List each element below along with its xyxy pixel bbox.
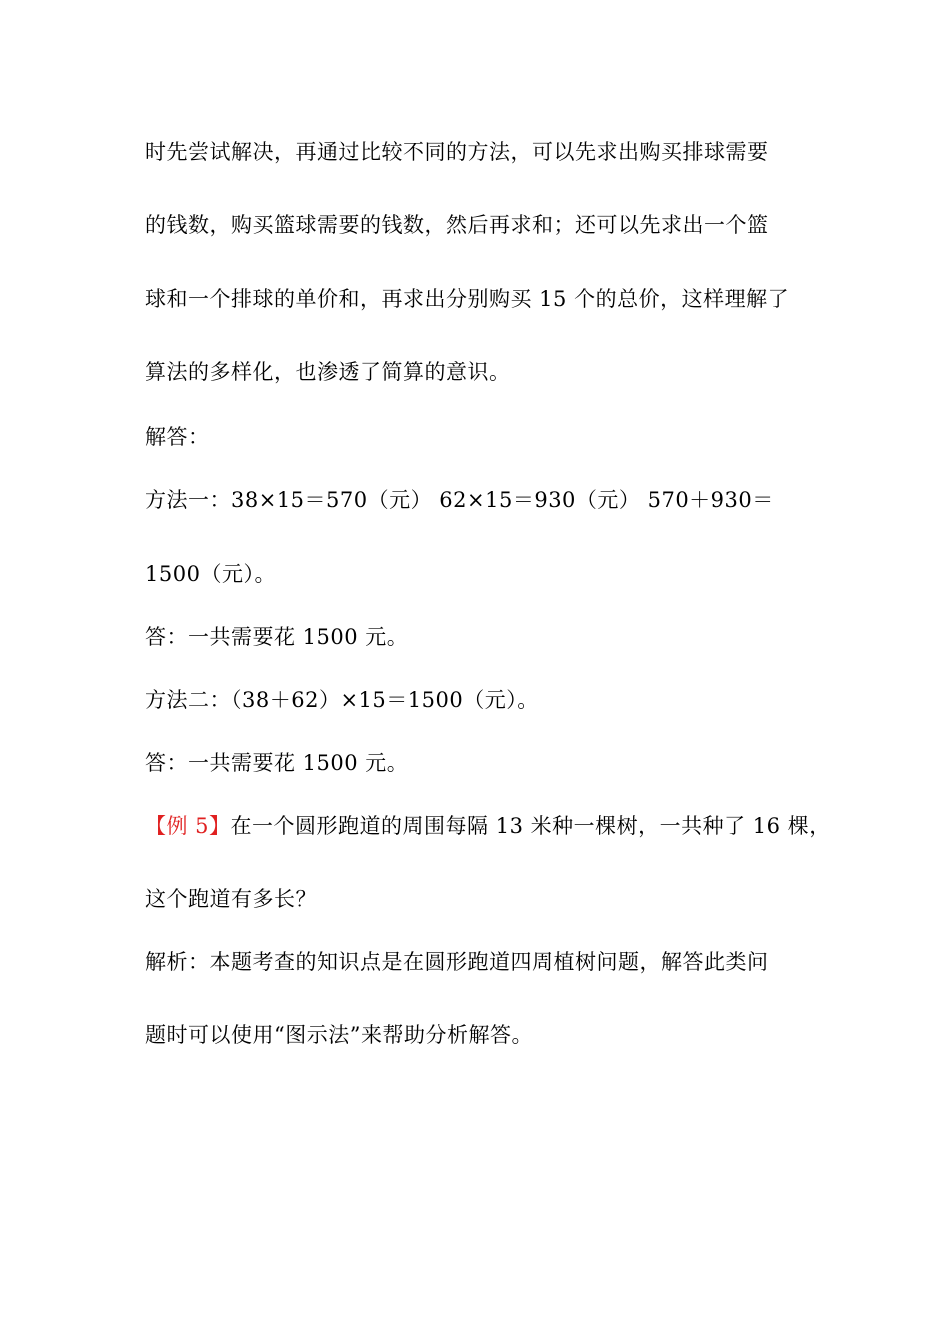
analysis-line-2: 题时可以使用“图示法”来帮助分析解答。 [145, 1023, 533, 1047]
method-one-line-1: 方法一：38×15＝570（元） 62×15＝930（元） 570＋930＝ [145, 488, 774, 512]
example-5-question-text: 在一个圆形跑道的周围每隔 13 米种一棵树，一共种了 16 棵， [230, 814, 831, 838]
method-two-line: 方法二：（38＋62）×15＝1500（元）。 [145, 688, 539, 712]
paragraph-line-3: 球和一个排球的单价和，再求出分别购买 15 个的总价，这样理解了 [145, 287, 790, 311]
example-5-tag: 【例 5】 [145, 814, 231, 838]
paragraph-line-4: 算法的多样化，也渗透了简算的意识。 [145, 360, 511, 384]
method-one-answer: 答：一共需要花 1500 元。 [145, 625, 409, 649]
method-two-answer: 答：一共需要花 1500 元。 [145, 751, 409, 775]
example-5-line-1 [145, 812, 831, 840]
paragraph-line-1: 时先尝试解决，再通过比较不同的方法，可以先求出购买排球需要 [145, 140, 769, 164]
analysis-line-1: 解析：本题考查的知识点是在圆形跑道四周植树问题，解答此类问 [145, 950, 769, 974]
method-one-line-2: 1500（元）。 [145, 562, 276, 586]
example-5-line-2: 这个跑道有多长？ [145, 887, 317, 911]
paragraph-line-2: 的钱数，购买篮球需要的钱数，然后再求和；还可以先求出一个篮 [145, 213, 769, 237]
answer-heading: 解答： [145, 425, 210, 449]
